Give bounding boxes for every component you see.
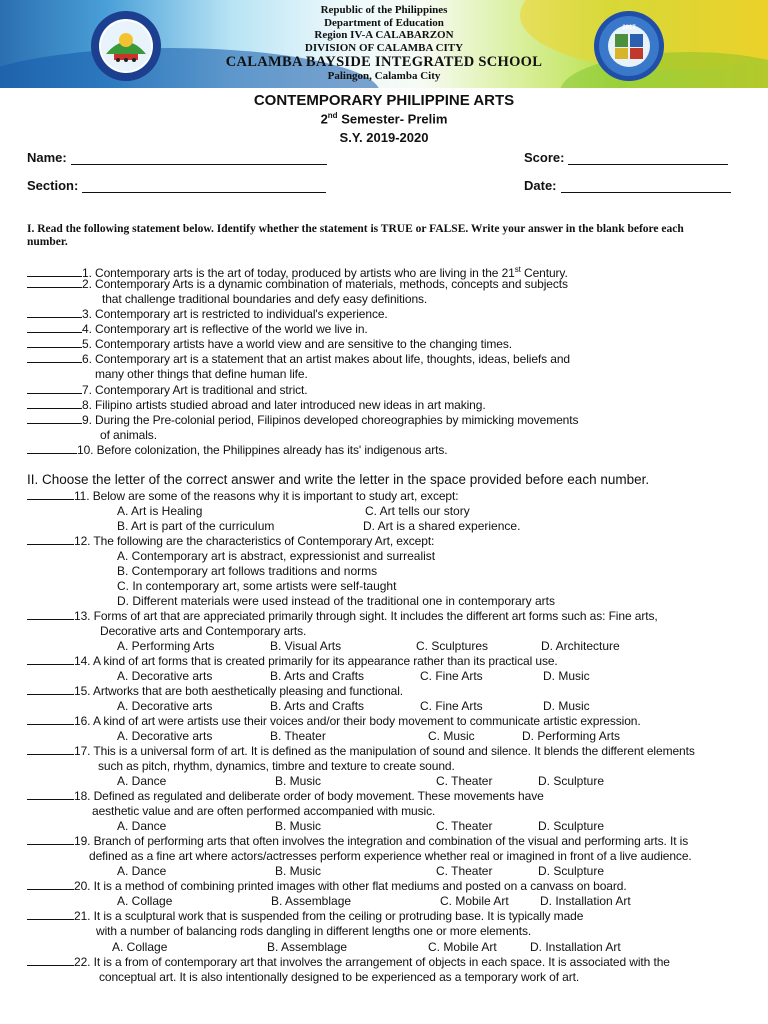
tf-item-5[interactable]: 5. Contemporary artists have a world view and are sensitive to the changing times. xyxy=(27,337,512,352)
mc-item-15[interactable]: 15. Artworks that are both aesthetically pleasing and functional. xyxy=(27,684,403,699)
seal-year: 2017 xyxy=(622,25,636,31)
mc-16-option-d: D. Performing Arts xyxy=(522,729,621,743)
tf-item-9[interactable]: 9. During the Pre-colonial period, Filipinos developed choreographies by mimicking movements xyxy=(27,413,578,428)
mc-13-option-c: C. Sculptures xyxy=(416,639,489,653)
tf-item-7[interactable]: 7. Contemporary Art is traditional and strict. xyxy=(27,383,308,398)
mc-14-option-d: D. Music xyxy=(543,669,590,683)
mc-13-option-b: B. Visual Arts xyxy=(270,639,342,653)
mc-21-option-d: D. Installation Art xyxy=(530,940,621,954)
mc-11-option-a: A. Art is Healing xyxy=(117,504,203,518)
mc-17-option-d: D. Sculpture xyxy=(538,774,605,788)
tf-item-6-cont: many other things that define human life. xyxy=(95,367,308,381)
mc-18-option-c: C. Theater xyxy=(436,819,493,833)
mc-21-option-b: B. Assemblage xyxy=(267,940,348,954)
part2-instruction: II. Choose the letter of the correct answer and write the letter in the space provided before each number. xyxy=(27,472,650,487)
mc-21-cont: with a number of balancing rods dangling in different lengths one or more elements. xyxy=(96,924,532,938)
mc-16-option-a: A. Decorative arts xyxy=(117,729,213,743)
date-field[interactable]: Date: xyxy=(524,178,731,193)
mc-12-option-b: B. Contemporary art follows traditions and norms xyxy=(117,564,378,578)
page-title: CONTEMPORARY PHILIPPINE ARTS xyxy=(253,92,515,109)
mc-14-option-b: B. Arts and Crafts xyxy=(270,669,365,683)
mc-19-option-a: A. Dance xyxy=(117,864,167,878)
mc-13-option-d: D. Architecture xyxy=(541,639,620,653)
mc-item-21[interactable]: 21. It is a sculptural work that is suspended from the ceiling or protruding base. It is typically made xyxy=(27,909,583,924)
mc-18-option-a: A. Dance xyxy=(117,819,167,833)
header-address: Palingon, Calamba City xyxy=(327,70,441,82)
mc-15-option-c: C. Fine Arts xyxy=(420,699,483,713)
mc-18-option-b: B. Music xyxy=(275,819,322,833)
header-banner xyxy=(0,0,768,88)
mc-17-option-c: C. Theater xyxy=(436,774,493,788)
header-line-republic: Republic of the Philippines xyxy=(320,4,448,16)
mc-11-option-c: C. Art tells our story xyxy=(365,504,470,518)
mc-19-option-c: C. Theater xyxy=(436,864,493,878)
mc-item-16[interactable]: 16. A kind of art were artists use their voices and/or their body movement to communicate artistic expression. xyxy=(27,714,641,729)
mc-19-option-d: D. Sculpture xyxy=(538,864,605,878)
tf-item-8[interactable]: 8. Filipino artists studied abroad and later introduced new ideas in art making. xyxy=(27,398,486,413)
mc-21-option-c: C. Mobile Art xyxy=(428,940,497,954)
mc-item-18[interactable]: 18. Defined as regulated and deliberate order of body movement. These movements have xyxy=(27,789,544,804)
tf-item-2-cont: that challenge traditional boundaries and defy easy definitions. xyxy=(102,292,428,306)
mc-20-option-c: C. Mobile Art xyxy=(440,894,509,908)
mc-13-cont: Decorative arts and Contemporary arts. xyxy=(100,624,307,638)
mc-15-option-d: D. Music xyxy=(543,699,590,713)
header-line-deped: Department of Education xyxy=(324,16,444,29)
mc-12-option-c: C. In contemporary art, some artists were self-taught xyxy=(117,579,397,593)
mc-item-12[interactable]: 12. The following are the characteristics of Contemporary Art, except: xyxy=(27,534,434,549)
tf-item-3[interactable]: 3. Contemporary art is restricted to individual's experience. xyxy=(27,307,388,322)
mc-item-17[interactable]: 17. This is a universal form of art. It is defined as the manipulation of sound and silence. It blends the different elements xyxy=(27,744,695,759)
mc-item-14[interactable]: 14. A kind of art forms that is created primarily for its appearance rather than its practical use. xyxy=(27,654,558,669)
tf-item-9-cont: of animals. xyxy=(100,428,157,442)
mc-17-option-a: A. Dance xyxy=(117,774,167,788)
mc-item-20[interactable]: 20. It is a method of combining printed images with other flat mediums and posted on a canvass on board. xyxy=(27,879,627,894)
mc-14-option-c: C. Fine Arts xyxy=(420,669,483,683)
mc-22-cont: conceptual art. It is also intentionally designed to be experienced as a temporary work of art. xyxy=(99,970,580,984)
mc-20-option-a: A. Collage xyxy=(117,894,173,908)
mc-11-option-d: D. Art is a shared experience. xyxy=(363,519,521,533)
section-field[interactable]: Section: xyxy=(27,178,326,193)
mc-15-option-a: A. Decorative arts xyxy=(117,699,213,713)
mc-18-option-d: D. Sculpture xyxy=(538,819,605,833)
mc-item-19[interactable]: 19. Branch of performing arts that often involves the integration and combination of the visual and performing arts. It is xyxy=(27,834,688,849)
mc-18-cont: aesthetic value and are often performed accompanied with music. xyxy=(92,804,436,818)
mc-13-option-a: A. Performing Arts xyxy=(117,639,215,653)
header-line-region: Region IV-A CALABARZON xyxy=(314,29,454,41)
mc-19-cont: defined as a fine art where actors/actresses perform experience whether real or imagined in front of a live audience. xyxy=(89,849,692,863)
header-school-name: CALAMBA BAYSIDE INTEGRATED SCHOOL xyxy=(225,54,543,70)
mc-20-option-d: D. Installation Art xyxy=(540,894,631,908)
mc-item-13[interactable]: 13. Forms of art that are appreciated primarily through sight. It includes the different art forms such as: Fine arts, xyxy=(27,609,658,624)
mc-12-option-d: D. Different materials were used instead of the traditional one in contemporary arts xyxy=(117,594,555,608)
mc-item-11[interactable]: 11. Below are some of the reasons why it is important to study art, except: xyxy=(27,489,458,504)
mc-21-option-a: A. Collage xyxy=(112,940,168,954)
school-year: S.Y. 2019-2020 xyxy=(339,130,429,145)
mc-20-option-b: B. Assemblage xyxy=(271,894,352,908)
header-line-division: DIVISION OF CALAMBA CITY xyxy=(304,41,464,54)
tf-item-2[interactable]: 2. Contemporary Arts is a dynamic combination of materials, methods, concepts and subjects xyxy=(27,277,568,292)
mc-17-option-b: B. Music xyxy=(275,774,322,788)
semester: 2nd Semester- Prelim xyxy=(320,111,448,127)
mc-15-option-b: B. Arts and Crafts xyxy=(270,699,365,713)
mc-11-option-b: B. Art is part of the curriculum xyxy=(117,519,275,533)
name-field[interactable]: Name: xyxy=(27,150,327,165)
tf-item-10[interactable]: 10. Before colonization, the Philippines already has its' indigenous arts. xyxy=(27,443,447,458)
score-field[interactable]: Score: xyxy=(524,150,728,165)
tf-item-6[interactable]: 6. Contemporary art is a statement that an artist makes about life, thoughts, ideas, beliefs and xyxy=(27,352,570,367)
mc-12-option-a: A. Contemporary art is abstract, expressionist and surrealist xyxy=(117,549,436,563)
mc-14-option-a: A. Decorative arts xyxy=(117,669,213,683)
tf-item-4[interactable]: 4. Contemporary art is reflective of the world we live in. xyxy=(27,322,368,337)
part1-instruction: I. Read the following statement below. Identify whether the statement is TRUE or FALSE. Write your answer in the blank before each number. xyxy=(27,223,684,248)
mc-17-cont: such as pitch, rhythm, dynamics, timbre and texture to create sound. xyxy=(98,759,455,773)
mc-item-22[interactable]: 22. It is a from of contemporary art that involves the arrangement of objects in each space. It is associated with the xyxy=(27,955,670,970)
mc-16-option-c: C. Music xyxy=(428,729,475,743)
tf-item-1[interactable]: 1. Contemporary arts is the art of today, produced by artists who are living in the 21st Century. xyxy=(27,262,568,281)
mc-19-option-b: B. Music xyxy=(275,864,322,878)
header-text xyxy=(0,4,768,83)
mc-16-option-b: B. Theater xyxy=(270,729,326,743)
